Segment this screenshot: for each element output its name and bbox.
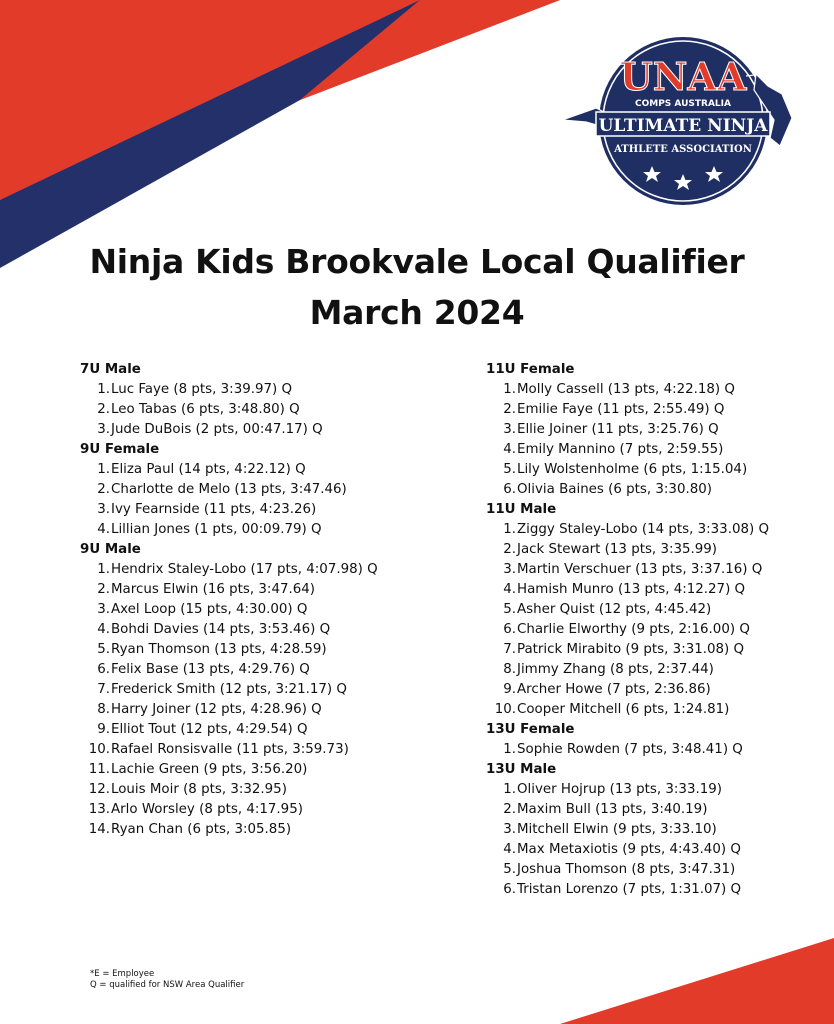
rank-number: 6.	[97, 662, 110, 677]
result-entry	[486, 820, 826, 840]
athlete-result: Molly Cassell (13 pts, 4:22.18) Q	[517, 382, 735, 397]
result-entry	[80, 460, 420, 480]
athlete-result: Jude DuBois (2 pts, 00:47.17) Q	[111, 422, 323, 437]
rank-number: 4.	[503, 582, 516, 597]
logo-banner-text: ULTIMATE NINJA	[598, 116, 768, 136]
athlete-result: Charlie Elworthy (9 pts, 2:16.00) Q	[517, 622, 750, 637]
result-entry	[486, 520, 826, 540]
athlete-result: Eliza Paul (14 pts, 4:22.12) Q	[111, 462, 306, 477]
result-entry	[80, 800, 420, 820]
rank-number: 2.	[503, 802, 516, 817]
result-entry	[486, 800, 826, 820]
result-entry	[80, 620, 420, 640]
results-right-column	[486, 360, 826, 900]
rank-number: 2.	[503, 402, 516, 417]
result-entry	[80, 820, 420, 840]
athlete-result: Hendrix Staley-Lobo (17 pts, 4:07.98) Q	[111, 562, 378, 577]
athlete-result: Oliver Hojrup (13 pts, 3:33.19)	[517, 782, 722, 797]
athlete-result: Sophie Rowden (7 pts, 3:48.41) Q	[517, 742, 743, 757]
result-entry	[80, 480, 420, 500]
rank-number: 5.	[503, 602, 516, 617]
result-entry	[486, 480, 826, 500]
result-entry	[80, 780, 420, 800]
athlete-result: Axel Loop (15 pts, 4:30.00) Q	[111, 602, 308, 617]
athlete-result: Lillian Jones (1 pts, 00:09.79) Q	[111, 522, 322, 537]
rank-number: 9.	[97, 722, 110, 737]
page-title-line-1: Ninja Kids Brookvale Local Qualifier	[89, 242, 745, 281]
footnotes	[90, 969, 244, 991]
athlete-result: Joshua Thomson (8 pts, 3:47.31)	[517, 862, 736, 877]
rank-number: 4.	[503, 842, 516, 857]
result-entry	[486, 440, 826, 460]
result-entry	[80, 760, 420, 780]
rank-number: 1.	[503, 382, 516, 397]
athlete-result: Ziggy Staley-Lobo (14 pts, 3:33.08) Q	[517, 522, 770, 537]
rank-number: 12.	[88, 782, 110, 797]
rank-number: 10.	[494, 702, 516, 717]
footnote-qualified: Q = qualified for NSW Area Qualifier	[90, 980, 245, 990]
athlete-result: Mitchell Elwin (9 pts, 3:33.10)	[517, 822, 717, 837]
result-entry	[80, 720, 420, 740]
athlete-result: Marcus Elwin (16 pts, 3:47.64)	[111, 582, 315, 597]
rank-number: 11.	[88, 762, 110, 777]
logo-main-text: UNAA	[619, 54, 747, 99]
rank-number: 1.	[503, 782, 516, 797]
result-entry	[80, 520, 420, 540]
footnote-employee: *E = Employee	[90, 969, 155, 979]
result-entry	[486, 780, 826, 800]
athlete-result: Jimmy Zhang (8 pts, 2:37.44)	[517, 662, 714, 677]
athlete-result: Tristan Lorenzo (7 pts, 1:31.07) Q	[517, 882, 742, 897]
result-entry	[486, 840, 826, 860]
result-entry	[80, 680, 420, 700]
unaa-logo	[556, 34, 810, 208]
result-entry	[486, 400, 826, 420]
rank-number: 6.	[503, 622, 516, 637]
results-left-column	[80, 360, 420, 840]
rank-number: 3.	[97, 502, 110, 517]
rank-number: 2.	[503, 542, 516, 557]
athlete-result: Ivy Fearnside (11 pts, 4:23.26)	[111, 502, 317, 517]
athlete-result: Maxim Bull (13 pts, 3:40.19)	[517, 802, 708, 817]
category-heading: 7U Male	[80, 362, 141, 377]
rank-number: 13.	[88, 802, 110, 817]
rank-number: 5.	[503, 862, 516, 877]
rank-number: 3.	[503, 422, 516, 437]
rank-number: 4.	[97, 522, 110, 537]
bottom-red-shape	[560, 938, 834, 1024]
result-entry	[80, 560, 420, 580]
result-entry	[486, 580, 826, 600]
rank-number: 1.	[97, 562, 110, 577]
result-entry	[486, 620, 826, 640]
result-entry	[486, 600, 826, 620]
result-entry	[80, 580, 420, 600]
result-entry	[80, 660, 420, 680]
rank-number: 8.	[503, 662, 516, 677]
athlete-result: Max Metaxiotis (9 pts, 4:43.40) Q	[517, 842, 741, 857]
category-heading: 11U Male	[486, 502, 557, 517]
logo-sub-text: COMPS AUSTRALIA	[635, 99, 731, 109]
athlete-result: Cooper Mitchell (6 pts, 1:24.81)	[517, 702, 730, 717]
rank-number: 10.	[88, 742, 110, 757]
result-entry	[486, 460, 826, 480]
result-entry	[486, 700, 826, 720]
result-entry	[486, 880, 826, 900]
rank-number: 2.	[97, 402, 110, 417]
rank-number: 1.	[97, 462, 110, 477]
rank-number: 2.	[97, 482, 110, 497]
category-heading: 11U Female	[486, 362, 575, 377]
rank-number: 8.	[97, 702, 110, 717]
result-entry	[486, 640, 826, 660]
category-heading: 13U Male	[486, 762, 557, 777]
result-entry	[80, 600, 420, 620]
athlete-result: Harry Joiner (12 pts, 4:28.96) Q	[111, 702, 322, 717]
logo-assoc-text: ATHLETE ASSOCIATION	[614, 144, 752, 155]
category-heading: 9U Female	[80, 442, 160, 457]
athlete-result: Lily Wolstenholme (6 pts, 1:15.04)	[517, 462, 748, 477]
athlete-result: Leo Tabas (6 pts, 3:48.80) Q	[111, 402, 300, 417]
result-entry	[486, 540, 826, 560]
result-entry	[486, 860, 826, 880]
result-entry	[80, 500, 420, 520]
result-entry	[80, 700, 420, 720]
rank-number: 4.	[503, 442, 516, 457]
result-entry	[486, 740, 826, 760]
rank-number: 4.	[97, 622, 110, 637]
result-entry	[486, 680, 826, 700]
rank-number: 14.	[88, 822, 110, 837]
athlete-result: Ryan Thomson (13 pts, 4:28.59)	[111, 642, 327, 657]
result-entry	[80, 400, 420, 420]
athlete-result: Emilie Faye (11 pts, 2:55.49) Q	[517, 402, 725, 417]
athlete-result: Asher Quist (12 pts, 4:45.42)	[517, 602, 712, 617]
rank-number: 5.	[503, 462, 516, 477]
athlete-result: Charlotte de Melo (13 pts, 3:47.46)	[111, 482, 347, 497]
result-entry	[486, 420, 826, 440]
rank-number: 3.	[503, 562, 516, 577]
rank-number: 3.	[503, 822, 516, 837]
athlete-result: Patrick Mirabito (9 pts, 3:31.08) Q	[517, 642, 745, 657]
rank-number: 7.	[503, 642, 516, 657]
result-entry	[80, 740, 420, 760]
rank-number: 2.	[97, 582, 110, 597]
athlete-result: Luc Faye (8 pts, 3:39.97) Q	[111, 382, 293, 397]
rank-number: 1.	[97, 382, 110, 397]
athlete-result: Ryan Chan (6 pts, 3:05.85)	[111, 822, 292, 837]
athlete-result: Louis Moir (8 pts, 3:32.95)	[111, 782, 287, 797]
result-entry	[486, 660, 826, 680]
rank-number: 9.	[503, 682, 516, 697]
rank-number: 1.	[503, 522, 516, 537]
athlete-result: Jack Stewart (13 pts, 3:35.99)	[517, 542, 718, 557]
rank-number: 6.	[503, 482, 516, 497]
category-heading: 9U Male	[80, 542, 141, 557]
athlete-result: Rafael Ronsisvalle (11 pts, 3:59.73)	[111, 742, 349, 757]
athlete-result: Bohdi Davies (14 pts, 3:53.46) Q	[111, 622, 331, 637]
athlete-result: Frederick Smith (12 pts, 3:21.17) Q	[111, 682, 347, 697]
category-heading: 13U Female	[486, 722, 575, 737]
athlete-result: Ellie Joiner (11 pts, 3:25.76) Q	[517, 422, 719, 437]
rank-number: 5.	[97, 642, 110, 657]
page-title-line-2: March 2024	[309, 293, 525, 332]
result-entry	[80, 380, 420, 400]
athlete-result: Lachie Green (9 pts, 3:56.20)	[111, 762, 308, 777]
athlete-result: Arlo Worsley (8 pts, 4:17.95)	[111, 802, 303, 817]
result-entry	[80, 640, 420, 660]
result-entry	[486, 560, 826, 580]
rank-number: 1.	[503, 742, 516, 757]
athlete-result: Elliot Tout (12 pts, 4:29.54) Q	[111, 722, 308, 737]
result-entry	[80, 420, 420, 440]
rank-number: 7.	[97, 682, 110, 697]
result-entry	[486, 380, 826, 400]
athlete-result: Martin Verschuer (13 pts, 3:37.16) Q	[517, 562, 763, 577]
athlete-result: Olivia Baines (6 pts, 3:30.80)	[517, 482, 712, 497]
athlete-result: Archer Howe (7 pts, 2:36.86)	[517, 682, 711, 697]
rank-number: 6.	[503, 882, 516, 897]
athlete-result: Emily Mannino (7 pts, 2:59.55)	[517, 442, 724, 457]
athlete-result: Felix Base (13 pts, 4:29.76) Q	[111, 662, 310, 677]
rank-number: 3.	[97, 422, 110, 437]
rank-number: 3.	[97, 602, 110, 617]
athlete-result: Hamish Munro (13 pts, 4:12.27) Q	[517, 582, 746, 597]
